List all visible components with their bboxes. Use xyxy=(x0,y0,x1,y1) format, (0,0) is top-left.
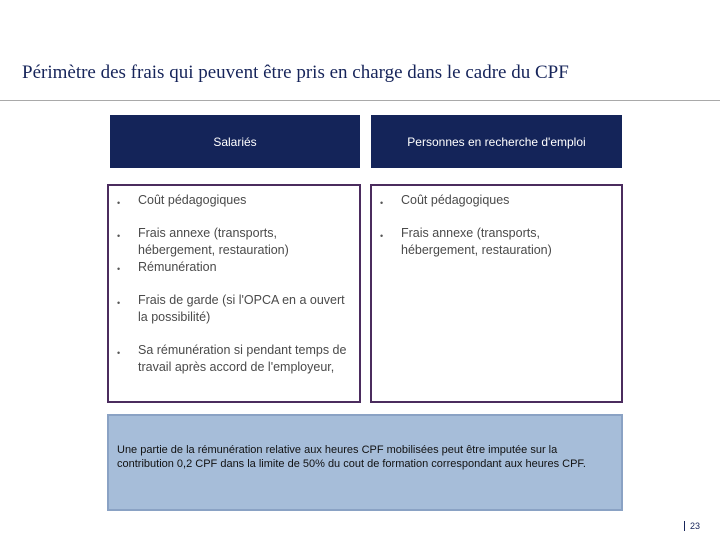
column-header-salaries xyxy=(110,115,360,168)
bullet: • xyxy=(117,298,121,308)
bullet: • xyxy=(380,198,384,208)
job-seekers-box xyxy=(370,184,623,403)
page-number: 23 xyxy=(684,521,700,531)
column-header-job-seekers xyxy=(371,115,622,168)
list-item: Coût pédagogiques xyxy=(401,193,510,207)
list-item: Frais annexe (transports, hébergement, restauration) xyxy=(401,226,552,257)
note-box xyxy=(107,414,623,511)
list-item: Frais de garde (si l'OPCA en a ouvert la possibilité) xyxy=(138,293,345,324)
bullet: • xyxy=(117,198,121,208)
bullet: • xyxy=(117,348,121,358)
slide-title: Périmètre des frais qui peuvent être pris en charge dans le cadre du CPF xyxy=(22,62,569,83)
salaries-box xyxy=(107,184,361,403)
list-item: Sa rémunération si pendant temps de travail après accord de l'employeur, xyxy=(138,343,347,374)
list-item: Rémunération xyxy=(138,260,217,274)
bullet: • xyxy=(117,231,121,241)
bullet: • xyxy=(380,231,384,241)
list-item: Coût pédagogiques xyxy=(138,193,247,207)
note-text: Une partie de la rémunération relative aux heures CPF mobilisées peut être imputée sur la contribution 0,2 CPF dans la limite de 50% du cout de formation correspondant aux heures CPF. xyxy=(117,444,586,470)
title-divider xyxy=(0,100,720,101)
column-header-job-seekers-label: Personnes en recherche d'emploi xyxy=(407,134,586,149)
bullet: • xyxy=(117,264,121,274)
list-item: Frais annexe (transports, hébergement, restauration) xyxy=(138,226,289,257)
column-header-salaries-label: Salariés xyxy=(213,134,257,149)
